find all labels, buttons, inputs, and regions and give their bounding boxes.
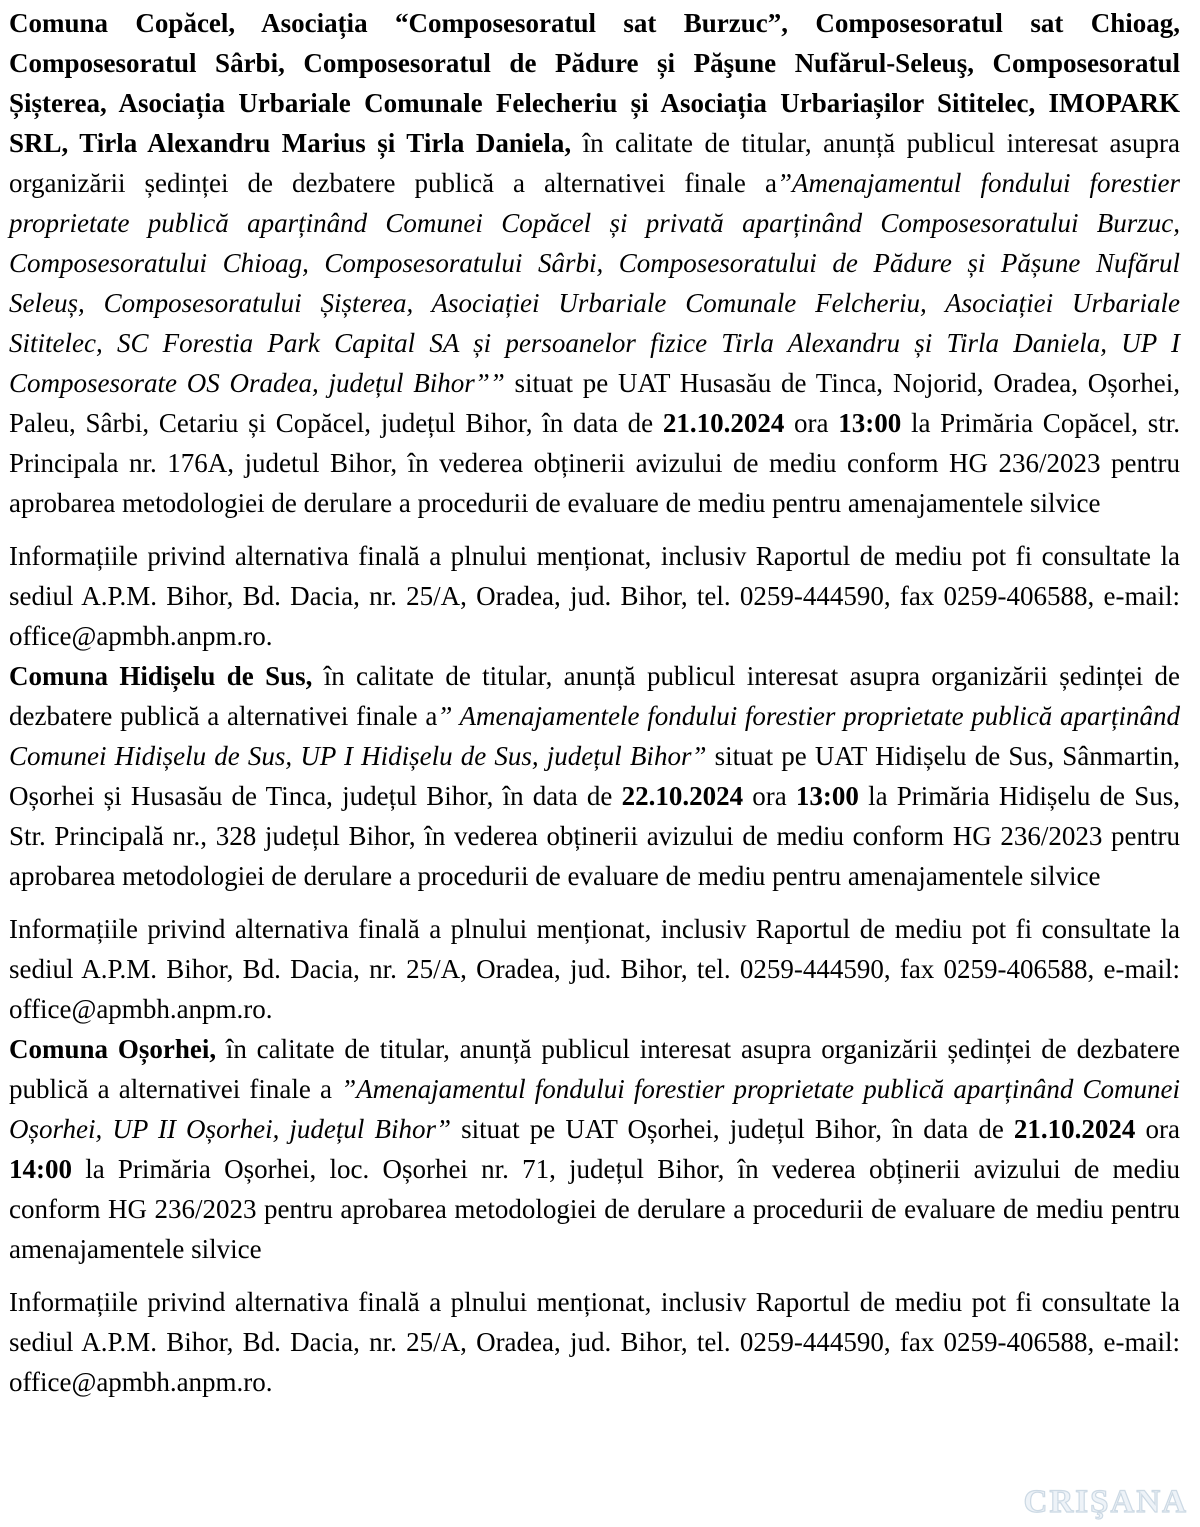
text-run-italic: ”Amenajamentul fondului forestier proprietate publică aparținând Comunei Copăcel și privată aparținând Composesoratului Burzuc, Composesoratului Chioag, Composesoratului Sârbi, Composesoratului de Pădure și Pășune Nufărul Seleuș, Composesoratului Șișterea, Asociației Urbariale Comunale Felcheriu, Asociației Urbariale Sititelec, SC Forestia Park Capital SA și persoanelor fizice Tirla Alexandru și Tirla Daniela, UP I Composesorate OS Oradea, județul Bihor”” xyxy=(9,168,1180,398)
contact-info-paragraph-3 xyxy=(9,1282,1180,1402)
text-run-normal: situat pe UAT Oșorhei, județul Bihor, în data de xyxy=(461,1114,1014,1144)
text-run-normal: situat pe UAT Husasău de Tinca, Nojorid, Oradea, Oșorhei, Paleu, Sârbi, Cetariu și Copăcel, județul Bihor, în data de xyxy=(9,368,1180,438)
text-run-normal: la Primăria Hidișelu de Sus, Str. Principală nr., 328 județul Bihor, în vederea obținerii avizului de mediu conform HG 236/2023 pentru aprobarea metodologiei de derulare a procedurii de evaluare de mediu pentru amenajamentele silvice xyxy=(9,781,1180,891)
text-run-italic: ”Amenajamentul fondului forestier proprietate publică aparținând Comunei Oșorhei, UP II Oșorhei, județul Bihor” xyxy=(9,1074,1180,1144)
text-run-normal: Informațiile privind alternativa finală a plnului menționat, inclusiv Raportul de mediu pot fi consultate la sediul A.P.M. Bihor, Bd. Dacia, nr. 25/A, Oradea, jud. Bihor, tel. 0259-444590, fax 0259-406588, e-mail: office@apmbh.anpm.ro. xyxy=(9,541,1180,651)
text-run-normal: ora xyxy=(1135,1114,1181,1144)
text-run-bold: 14:00 xyxy=(9,1154,72,1184)
text-run-normal: la Primăria Oșorhei, loc. Oșorhei nr. 71, județul Bihor, în vederea obținerii avizului de mediu conform HG 236/2023 pentru aprobarea metodologiei de derulare a procedurii de evaluare de mediu pentru amenajamentele silvice xyxy=(9,1154,1180,1264)
text-run-normal: în calitate de titular, anunță publicul interesat asupra organizării ședinței de dezbatere publică a alternativei finale a xyxy=(9,661,1181,731)
notice-paragraph-hidiselu xyxy=(9,656,1180,896)
text-run-bold: Comuna Copăcel, Asociația “Composesoratul sat Burzuc”, Composesoratul sat Chioag, Composesoratul Sârbi, Composesoratul de Pădure și Păşune Nufărul-Seleuş, Composesoratul Șișterea, Asociația Urbariale Comunale Felecheriu și Asociația Urbariașilor Sititelec, IMOPARK SRL, Tirla Alexandru Marius și Tirla Daniela, xyxy=(9,8,1180,158)
notice-paragraph-osorhei xyxy=(9,1029,1180,1269)
notice-paragraph-copacel xyxy=(9,3,1180,523)
text-run-bold: 21.10.2024 xyxy=(662,408,785,438)
text-run-bold: 22.10.2024 xyxy=(621,781,744,811)
text-run-normal: în calitate de titular, anunță publicul interesat asupra organizării ședinței de dezbatere publică a alternativei finale a xyxy=(9,128,1180,198)
text-run-italic: ” Amenajamentele fondului forestier proprietate publică aparținând Comunei Hidișelu de Sus, UP I Hidișelu de Sus, județul Bihor” xyxy=(9,701,1181,771)
crisana-watermark: CRIŞANA xyxy=(1023,1484,1188,1520)
text-run-normal: Informațiile privind alternativa finală a plnului menționat, inclusiv Raportul de mediu pot fi consultate la sediul A.P.M. Bihor, Bd. Dacia, nr. 25/A, Oradea, jud. Bihor, tel. 0259-444590, fax 0259-406588, e-mail: office@apmbh.anpm.ro. xyxy=(9,914,1180,1024)
text-run-normal: ora xyxy=(743,781,796,811)
text-run-normal: ora xyxy=(784,408,839,438)
text-run-bold: 21.10.2024 xyxy=(1013,1114,1136,1144)
text-run-bold: Comuna Oșorhei, xyxy=(9,1034,226,1064)
text-run-bold: 13:00 xyxy=(838,408,902,438)
text-run-normal: Informațiile privind alternativa finală a plnului menționat, inclusiv Raportul de mediu pot fi consultate la sediul A.P.M. Bihor, Bd. Dacia, nr. 25/A, Oradea, jud. Bihor, tel. 0259-444590, fax 0259-406588, e-mail: office@apmbh.anpm.ro. xyxy=(9,1287,1180,1397)
text-run-bold: Comuna Hidișelu de Sus, xyxy=(9,661,324,691)
text-run-normal: la Primăria Copăcel, str. Principala nr. 176A, judetul Bihor, în vederea obținerii avizului de mediu conform HG 236/2023 pentru aprobarea metodologiei de derulare a procedurii de evaluare de mediu pentru amenajamentele silvice xyxy=(9,408,1180,518)
text-run-normal: situat pe UAT Hidișelu de Sus, Sânmartin, Oșorhei și Husasău de Tinca, județul Bihor, în data de xyxy=(9,741,1180,811)
text-run-normal: în calitate de titular, anunță publicul interesat asupra organizării ședinței de dezbatere publică a alternativei finale a xyxy=(9,1034,1180,1104)
contact-info-paragraph-1 xyxy=(9,536,1180,656)
text-run-bold: 13:00 xyxy=(795,781,859,811)
contact-info-paragraph-2 xyxy=(9,909,1180,1029)
